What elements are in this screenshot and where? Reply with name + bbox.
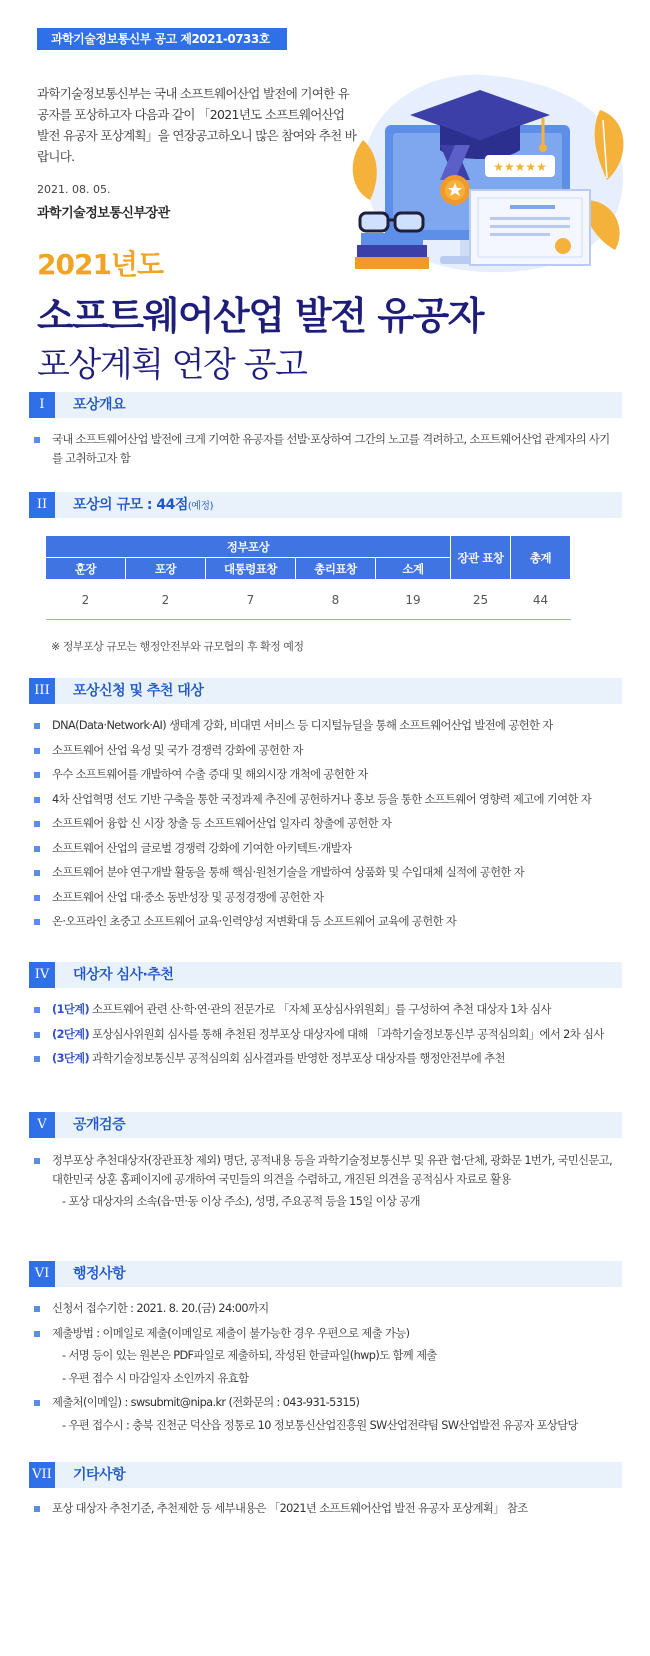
section-6-list [34, 1300, 619, 1441]
table-cell: 19 [376, 580, 451, 620]
section-5-number: V [29, 1112, 55, 1138]
title-year: 2021년도 [37, 248, 164, 281]
list-item: 4차 산업혁명 선도 기반 구축을 통한 국정과제 추진에 공헌하거나 홍보 등을 통한 소프트웨어 영향력 제고에 기여한 자 [34, 791, 619, 810]
section-5-header [29, 1112, 622, 1138]
section-3-header [29, 678, 622, 704]
section-2-number: II [29, 492, 55, 518]
intro-text: 과학기술정보통신부는 국내 소프트웨어산업 발전에 기여한 유공자를 포상하고자 다음과 같이 「2021년도 소프트웨어산업 발전 유공자 포상계획」을 연장공고하오니 많은 참여와 추천 바랍니다. [37, 86, 357, 164]
section-4-list [34, 1001, 619, 1075]
list-item: 신청서 접수기한 : 2021. 8. 20.(금) 24:00까지 [34, 1300, 619, 1319]
section-3-list [34, 717, 619, 938]
svg-text:★★★★★: ★★★★★ [493, 160, 547, 174]
list-item: (2단계) 포상심사위원회 심사를 통해 추천된 정부포상 대상자에 대해 「과학기술정보통신부 공적심의회」에서 2차 심사 [34, 1026, 619, 1045]
section-4-number: IV [29, 962, 55, 988]
table-note: ※ 정부포상 규모는 행정안전부와 규모협의 후 확정 예정 [51, 640, 304, 653]
section-1-number: I [29, 392, 55, 418]
section-7-title: 기타사항 [73, 1467, 126, 1483]
section-6-number: VI [29, 1261, 55, 1287]
certificate-icon [470, 190, 590, 265]
section-4-header [29, 962, 622, 988]
bullet-square-icon [34, 772, 40, 778]
notice-number-bar: 과학기술정보통신부 공고 제2021-0733호 [37, 28, 287, 50]
table-row [46, 580, 571, 620]
section-6-header [29, 1261, 622, 1287]
section-6-title: 행정사항 [73, 1266, 126, 1282]
list-item: 소프트웨어 산업 육성 및 국가 경쟁력 강화에 공헌한 자 [34, 742, 619, 761]
section-2-title-note: (예정) [187, 501, 213, 512]
list-item: DNA(Data·Network·AI) 생태계 강화, 비대면 서비스 등 디지털뉴딜을 통해 소프트웨어산업 발전에 공헌한 자 [34, 717, 619, 736]
bullet-square-icon [34, 1331, 40, 1337]
section-4-title: 대상자 심사·추천 [73, 967, 174, 983]
list-item: 국내 소프트웨어산업 발전에 크게 기여한 유공자를 선발·포상하여 그간의 노고를 격려하고, 소프트웨어산업 관계자의 사기를 고취하고자 함 [34, 431, 619, 468]
table-header: 훈장 [46, 558, 126, 580]
sub-note: - 포상 대상자의 소속(읍·면·동 이상 주소), 성명, 주요공적 등을 15일 이상 공개 [62, 1195, 420, 1208]
list-item: 소프트웨어 산업 대·중소 동반성장 및 공정경쟁에 공헌한 자 [34, 889, 619, 908]
section-3-number: III [29, 678, 55, 704]
page-title: 소프트웨어산업 발전 유공자 [37, 294, 483, 338]
table-header: 총리표창 [296, 558, 376, 580]
section-5-title: 공개검증 [73, 1117, 126, 1133]
section-2-header [29, 492, 622, 518]
bullet-square-icon [34, 821, 40, 827]
table-header: 대통령표창 [206, 558, 296, 580]
sub-note: - 서명 등이 있는 원본은 PDF파일로 제출하되, 작성된 한글파일(hwp)도 함께 제출 [62, 1349, 437, 1362]
bullet-square-icon [34, 846, 40, 852]
intro-signature: 과학기술정보통신부장관 [37, 206, 170, 221]
list-item: 소프트웨어 분야 연구개발 활동을 통해 핵심·원천기술을 개발하여 상품화 및 수입대체 실적에 공헌한 자 [34, 864, 619, 883]
bullet-square-icon [34, 1007, 40, 1013]
table-header: 포장 [126, 558, 206, 580]
list-item: 포상 대상자 추천기준, 추천제한 등 세부내용은 「2021년 소프트웨어산업 발전 유공자 포상계획」 참조 [34, 1500, 619, 1519]
table-header-total: 총계 [511, 536, 571, 580]
section-7-number: VII [29, 1462, 55, 1488]
section-3-title: 포상신청 및 추천 대상 [73, 683, 204, 699]
books-icon [355, 233, 429, 269]
bullet-square-icon [34, 1158, 40, 1164]
table-group-header: 정부포상 [46, 536, 451, 558]
list-item: (1단계) 소프트웨어 관련 산·학·연·관의 전문가로 「자체 포상심사위원회」를 구성하여 추천 대상자 1차 심사 [34, 1001, 619, 1020]
list-item: 소프트웨어 산업의 글로벌 경쟁력 강화에 기여한 아키텍트·개발자 [34, 840, 619, 859]
list-item: 정부포상 추천대상자(장관표창 제외) 명단, 공적내용 등을 과학기술정보통신부 및 유관 협·단체, 광화문 1번가, 국민신문고, 대한민국 상훈 홈페이지에 공개하여 국민들의 의견을 수렴하고, 개진된 의견을 공적심사 자료로 활용 - 포상 대상자의 소속(읍·면·동 이상 주소), 성명, 주요공적 등을 15일 이상 공개 [34, 1152, 619, 1212]
section-7-header [29, 1462, 622, 1488]
medal-icon [440, 145, 470, 205]
section-1-list [34, 431, 619, 474]
list-item: 제출처(이메일) : swsubmit@nipa.kr (전화문의 : 043-931-5315) - 우편 접수시 : 충북 진천군 덕산읍 정통로 10 정보통신산업진흥원 SW산업전략팀 SW산업발전 유공자 포상담당 [34, 1394, 619, 1435]
page-subtitle: 포상계획 연장 공고 [37, 345, 307, 385]
bullet-square-icon [34, 1056, 40, 1062]
award-scale-table [45, 535, 571, 620]
bullet-square-icon [34, 723, 40, 729]
bullet-square-icon [34, 1306, 40, 1312]
list-item: 소프트웨어 융합 신 시장 창출 등 소프트웨어산업 일자리 창출에 공헌한 자 [34, 815, 619, 834]
bullet-square-icon [34, 1032, 40, 1038]
section-2-title: 포상의 규모 : 44점(예정) [73, 497, 213, 513]
list-item: (3단계) 과학기술정보통신부 공적심의회 심사결과를 반영한 정부포상 대상자를 행정안전부에 추천 [34, 1050, 619, 1069]
bullet-square-icon [34, 919, 40, 925]
sub-note: - 우편 접수시 : 충북 진천군 덕산읍 정통로 10 정보통신산업진흥원 SW산업전략팀 SW산업발전 유공자 포상담당 [62, 1418, 578, 1432]
bullet-square-icon [34, 437, 40, 443]
bullet-square-icon [34, 1506, 40, 1512]
bullet-square-icon [34, 895, 40, 901]
table-cell: 7 [206, 580, 296, 620]
list-item: 온·오프라인 초중고 소프트웨어 교육·인력양성 저변확대 등 소프트웨어 교육에 공헌한 자 [34, 913, 619, 932]
section-1-header [29, 392, 622, 418]
intro-date: 2021. 08. 05. [37, 183, 111, 196]
list-item: 제출방법 : 이메일로 제출(이메일로 제출이 불가능한 경우 우편으로 제출 가능) - 서명 등이 있는 원본은 PDF파일로 제출하되, 작성된 한글파일(hwp)도 함께 제출 - 우편 접수 시 마감일자 소인까지 유효함 [34, 1325, 619, 1389]
table-header-minister: 장관 표창 [451, 536, 511, 580]
bullet-square-icon [34, 870, 40, 876]
hero-illustration [345, 50, 635, 280]
bullet-square-icon [34, 797, 40, 803]
table-cell: 2 [126, 580, 206, 620]
stars-badge [485, 155, 555, 177]
sub-note: - 우편 접수 시 마감일자 소인까지 유효함 [62, 1371, 249, 1385]
table-cell: 2 [46, 580, 126, 620]
list-item: 우수 소프트웨어를 개발하여 수출 증대 및 해외시장 개척에 공헌한 자 [34, 766, 619, 785]
section-7-list [34, 1500, 619, 1525]
table-cell: 25 [451, 580, 511, 620]
bullet-square-icon [34, 1400, 40, 1406]
section-1-title: 포상개요 [73, 397, 126, 413]
bullet-square-icon [34, 748, 40, 754]
table-cell: 44 [511, 580, 571, 620]
table-header: 소계 [376, 558, 451, 580]
table-cell: 8 [296, 580, 376, 620]
section-5-list [34, 1152, 619, 1218]
